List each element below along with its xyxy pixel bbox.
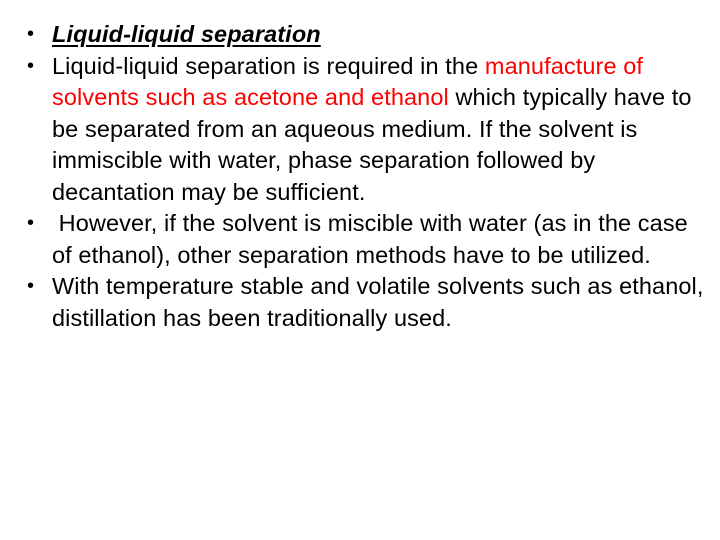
bullet-dot-icon: • (27, 212, 35, 234)
bullet-item-distillation (27, 271, 705, 334)
bullet-dot-icon: • (27, 23, 35, 45)
bullet-text: However, if the solvent is miscible with water (as in the case of ethanol), other separation methods have to be utilized. (52, 210, 695, 268)
bullet-dot-icon: • (27, 54, 35, 77)
bullet-text-start: Liquid-liquid separation is required in the (52, 52, 485, 79)
bullet-item-requirement (27, 51, 705, 209)
bullet-text: With temperature stable and volatile solvents such as ethanol, distillation has been traditionally used. (52, 273, 704, 331)
bullet-dot-icon: • (27, 275, 35, 297)
bullet-item-miscible (27, 208, 705, 271)
bullet-item-heading (27, 19, 705, 51)
slide-heading: Liquid-liquid separation (52, 21, 321, 47)
bullet-list (27, 19, 705, 334)
highlighted-text: manufacture of solvents such as acetone and ethanol (52, 52, 644, 110)
bullet-text-end: which typically have to be separated from an aqueous medium. If the solvent is immiscible with water, phase separation followed by decantation may be sufficient. (52, 84, 692, 205)
